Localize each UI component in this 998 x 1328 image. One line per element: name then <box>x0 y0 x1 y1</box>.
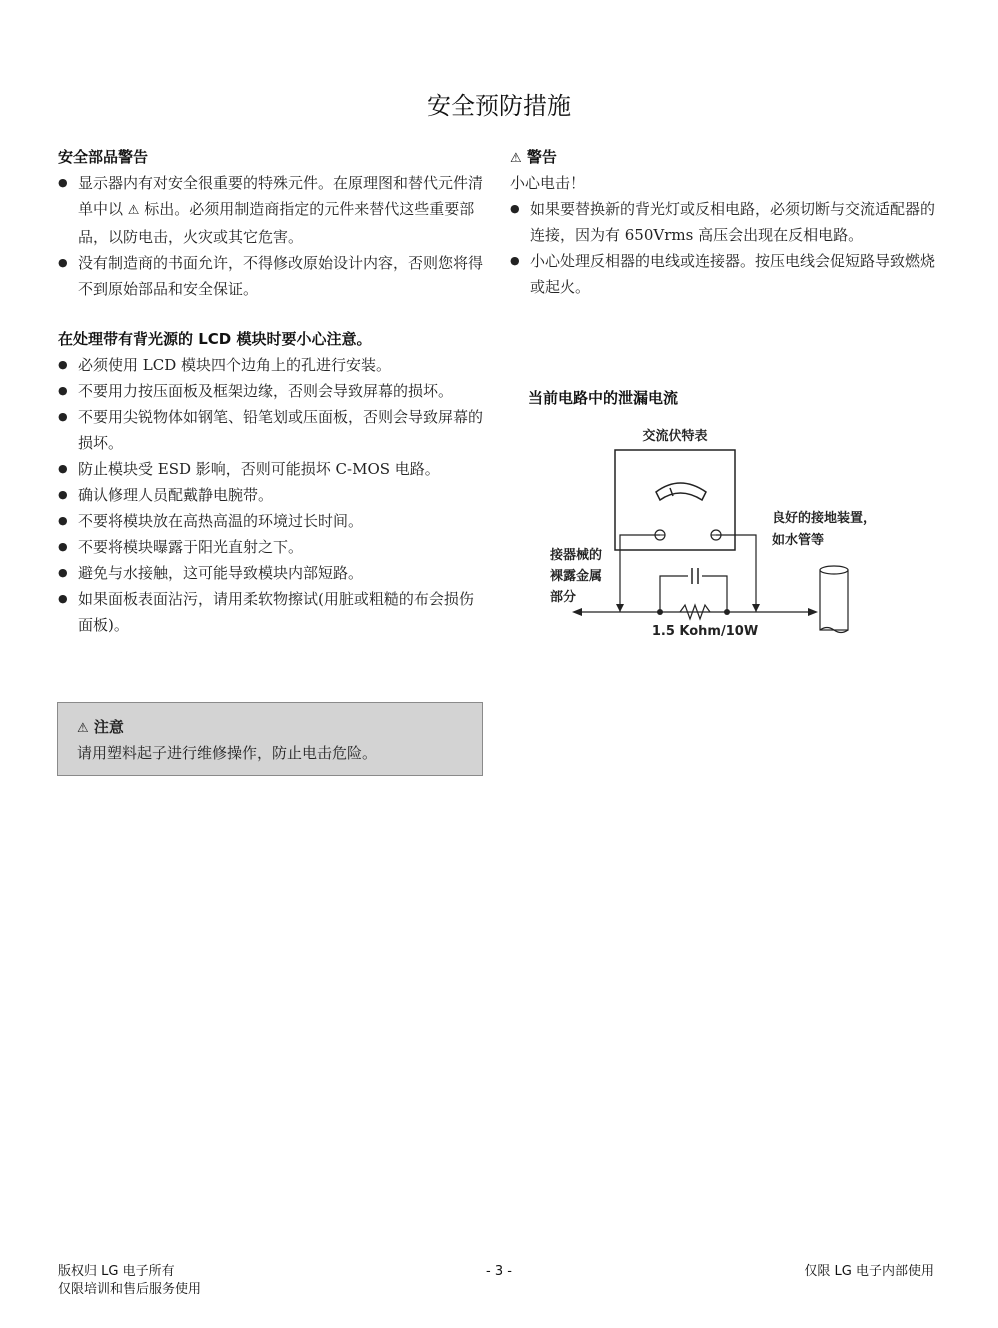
footer-copyright: 版权归 LG 电子所有 仅限培训和售后服务使用 <box>58 1264 202 1297</box>
warning-intro: 小心电击！ <box>510 174 586 192</box>
list-item: ● 不要将模块曝露于阳光直射之下。 <box>58 534 486 560</box>
warning-triangle-icon: ⚠ <box>127 203 140 218</box>
ground-label-line1: 良好的接地装置， <box>772 511 877 526</box>
safety-parts-heading: 安全部品警告 <box>58 148 149 166</box>
notice-box <box>57 702 483 776</box>
leakage-circuit-diagram <box>540 420 900 645</box>
warning-triangle-icon: ⚠ <box>510 151 522 166</box>
water-pipe <box>820 570 848 630</box>
notice-text: 请用塑料起子进行维修操作，防止电击危险。 <box>77 744 378 762</box>
warning-triangle-icon: ⚠ <box>77 721 89 736</box>
list-item: ● 必须使用 LCD 模块四个边角上的孔进行安装。 <box>58 352 486 378</box>
list-item: ● 如果要替换新的背光灯或反相电路，必须切断与交流适配器的连接，因为有 650Vrms 高压会出现在反相电路。 <box>510 196 938 248</box>
list-item: ● 没有制造商的书面允许，不得修改原始设计内容，否则您将得不到原始部品和安全保证。 <box>58 250 486 302</box>
ground-label-line2: 如水管等 <box>772 533 825 548</box>
list-item: ● 避免与水接触，这可能导致模块内部短路。 <box>58 560 486 586</box>
safety-parts-list <box>58 170 486 302</box>
list-item: ● 不要用尖锐物体如钢笔、铅笔划或压面板，否则会导致屏幕的损坏。 <box>58 404 486 456</box>
page-title: 安全预防措施 <box>427 92 571 120</box>
list-item: ● 显示器内有对安全很重要的特殊元件。在原理图和替代元件清单中以 ⚠ 标出。必须用制造商指定的元件来替代这些重要部品，以防电击，火灾或其它危害。 <box>58 170 486 250</box>
meter-label: 交流伏特表 <box>642 429 708 444</box>
chassis-label-line2: 裸露金属 <box>550 569 603 584</box>
page-number: - 3 - <box>486 1264 512 1279</box>
warning-list <box>510 196 938 300</box>
chassis-label-line1: 接器械的 <box>550 548 603 563</box>
list-item: ● 不要将模块放在高热高温的环境过长时间。 <box>58 508 486 534</box>
warning-heading: ⚠ 警告 <box>510 148 557 166</box>
leakage-current-heading: 当前电路中的泄漏电流 <box>528 389 679 407</box>
list-item: ● 防止模块受 ESD 影响，否则可能损坏 C-MOS 电路。 <box>58 456 486 482</box>
list-item: ● 确认修理人员配戴静电腕带。 <box>58 482 486 508</box>
notice-title: ⚠ 注意 <box>77 718 124 736</box>
list-item: ● 小心处理反相器的电线或连接器。按压电线会促短路导致燃烧或起火。 <box>510 248 938 300</box>
list-item: ● 如果面板表面沾污，请用柔软物擦试(用脏或粗糙的布会损伤面板)。 <box>58 586 486 638</box>
footer-internal-use: 仅限 LG 电子内部使用 <box>804 1264 934 1279</box>
lcd-handling-heading: 在处理带有背光源的 LCD 模块时要小心注意。 <box>58 330 372 348</box>
lcd-handling-list <box>58 352 486 638</box>
list-item: ● 不要用力按压面板及框架边缘，否则会导致屏幕的损坏。 <box>58 378 486 404</box>
chassis-label-line3: 部分 <box>550 590 577 605</box>
resistor-label: 1.5 Kohm/10W <box>651 624 759 639</box>
